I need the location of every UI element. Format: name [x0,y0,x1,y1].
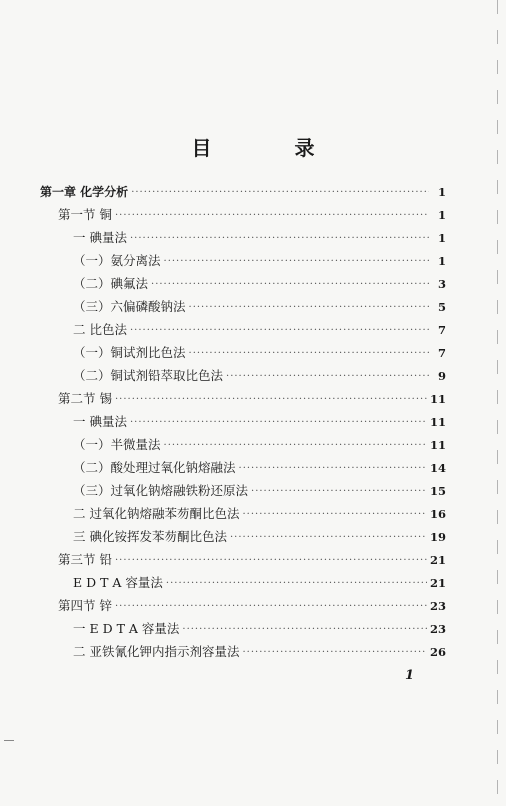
toc-entry-label: 第二节 锡 [58,391,112,406]
page-title: 目 录 [191,136,353,160]
toc-entry-page: 26 [429,645,446,659]
toc-entry-page: 1 [437,208,446,222]
leader-dots [189,343,429,363]
page-number: 1 [405,668,415,683]
toc-entry-section[interactable] [58,389,446,409]
toc-entry-label: 一 碘量法 [73,230,127,245]
leader-dots [166,573,427,593]
leader-dots [115,389,427,409]
toc-entry-subsection[interactable] [73,435,446,455]
toc-entry-page: 15 [429,484,446,498]
leader-dots [164,251,429,271]
toc-entry-page: 21 [429,576,446,590]
leader-dots [131,182,429,202]
toc-entry-method[interactable] [73,573,446,593]
toc-entry-subsection[interactable] [73,297,446,317]
toc-entry-method[interactable] [73,504,446,524]
toc-entry-label: 二 亚铁氰化钾内指示剂容量法 [73,644,240,659]
toc-entry-page: 1 [437,185,446,199]
toc-entry-subsection[interactable] [73,458,446,478]
toc-entry-page: 5 [437,300,446,314]
leader-dots [226,366,429,386]
toc-entry-label: （一）半微量法 [73,437,161,452]
toc-entry-label: （一）铜试剂比色法 [73,345,186,360]
leader-dots [151,274,429,294]
toc-entry-page: 11 [429,415,446,429]
toc-entry-page: 11 [429,392,446,406]
toc-entry-label: 第一章 化学分析 [40,185,129,199]
leader-dots [230,527,427,547]
toc-entry-method[interactable] [73,228,446,248]
toc-entry-page: 11 [429,438,446,452]
leader-dots [182,619,427,639]
toc-entry-subsection[interactable] [73,481,446,501]
leader-dots [130,228,429,248]
toc-entry-subsection[interactable] [73,251,446,271]
toc-entry-page: 14 [429,461,446,475]
toc-entry-page: 21 [429,553,446,567]
toc-entry-page: 3 [437,277,446,291]
leader-dots [242,642,427,662]
toc-entry-section[interactable] [58,550,446,570]
toc-entry-label: 二 比色法 [73,322,127,337]
toc-entry-subsection[interactable] [73,343,446,363]
toc-entry-subsection[interactable] [73,274,446,294]
toc-entry-label: 第一节 铜 [58,207,112,222]
leader-dots [115,550,427,570]
toc-entry-label: E D T A 容量法 [73,575,163,590]
toc-entry-page: 19 [429,530,446,544]
toc-entry-label: 二 过氧化钠熔融苯芴酮比色法 [73,506,240,521]
leader-dots [130,412,427,432]
leader-dots [130,320,429,340]
toc-entry-method[interactable] [73,320,446,340]
toc-entry-label: 第三节 铅 [58,552,112,567]
toc-entry-method[interactable] [73,412,446,432]
toc-entry-label: （一）氨分离法 [73,253,161,268]
toc-entry-page: 9 [437,369,446,383]
toc-entry-page: 1 [437,254,446,268]
toc-entry-page: 1 [437,231,446,245]
toc-entry-label: 一 E D T A 容量法 [73,621,180,636]
toc-entry-label: （二）铜试剂铅萃取比色法 [73,368,224,383]
toc-entry-label: （二）碘氟法 [73,276,149,291]
toc-entry-subsection[interactable] [73,366,446,386]
toc-entry-label: 三 碘化铵挥发苯芴酮比色法 [73,529,227,544]
toc-entry-label: （二）酸处理过氧化钠熔融法 [73,460,236,475]
leader-dots [242,504,427,524]
toc-entry-page: 23 [429,622,446,636]
toc-entry-page: 7 [437,346,446,360]
toc-entry-section[interactable] [58,205,446,225]
leader-dots [115,205,429,225]
toc-entry-method[interactable] [73,619,446,639]
toc-entry-label: （三）过氧化钠熔融铁粉还原法 [73,483,249,498]
toc-entry-method[interactable] [73,642,446,662]
leader-dots [239,458,427,478]
toc-entry-method[interactable] [73,527,446,547]
toc-entry-label: （三）六偏磷酸钠法 [73,299,186,314]
toc-entry-page: 23 [429,599,446,613]
leader-dots [115,596,427,616]
toc-entry-section[interactable] [58,596,446,616]
toc-entry-label: 第四节 锌 [58,598,112,613]
leader-dots [164,435,427,455]
toc-entry-chapter-1[interactable] [40,182,446,202]
toc-entry-page: 7 [437,323,446,337]
toc-entry-label: 一 碘量法 [73,414,127,429]
leader-dots [251,481,427,501]
toc-entry-page: 16 [429,507,446,521]
leader-dots [189,297,429,317]
